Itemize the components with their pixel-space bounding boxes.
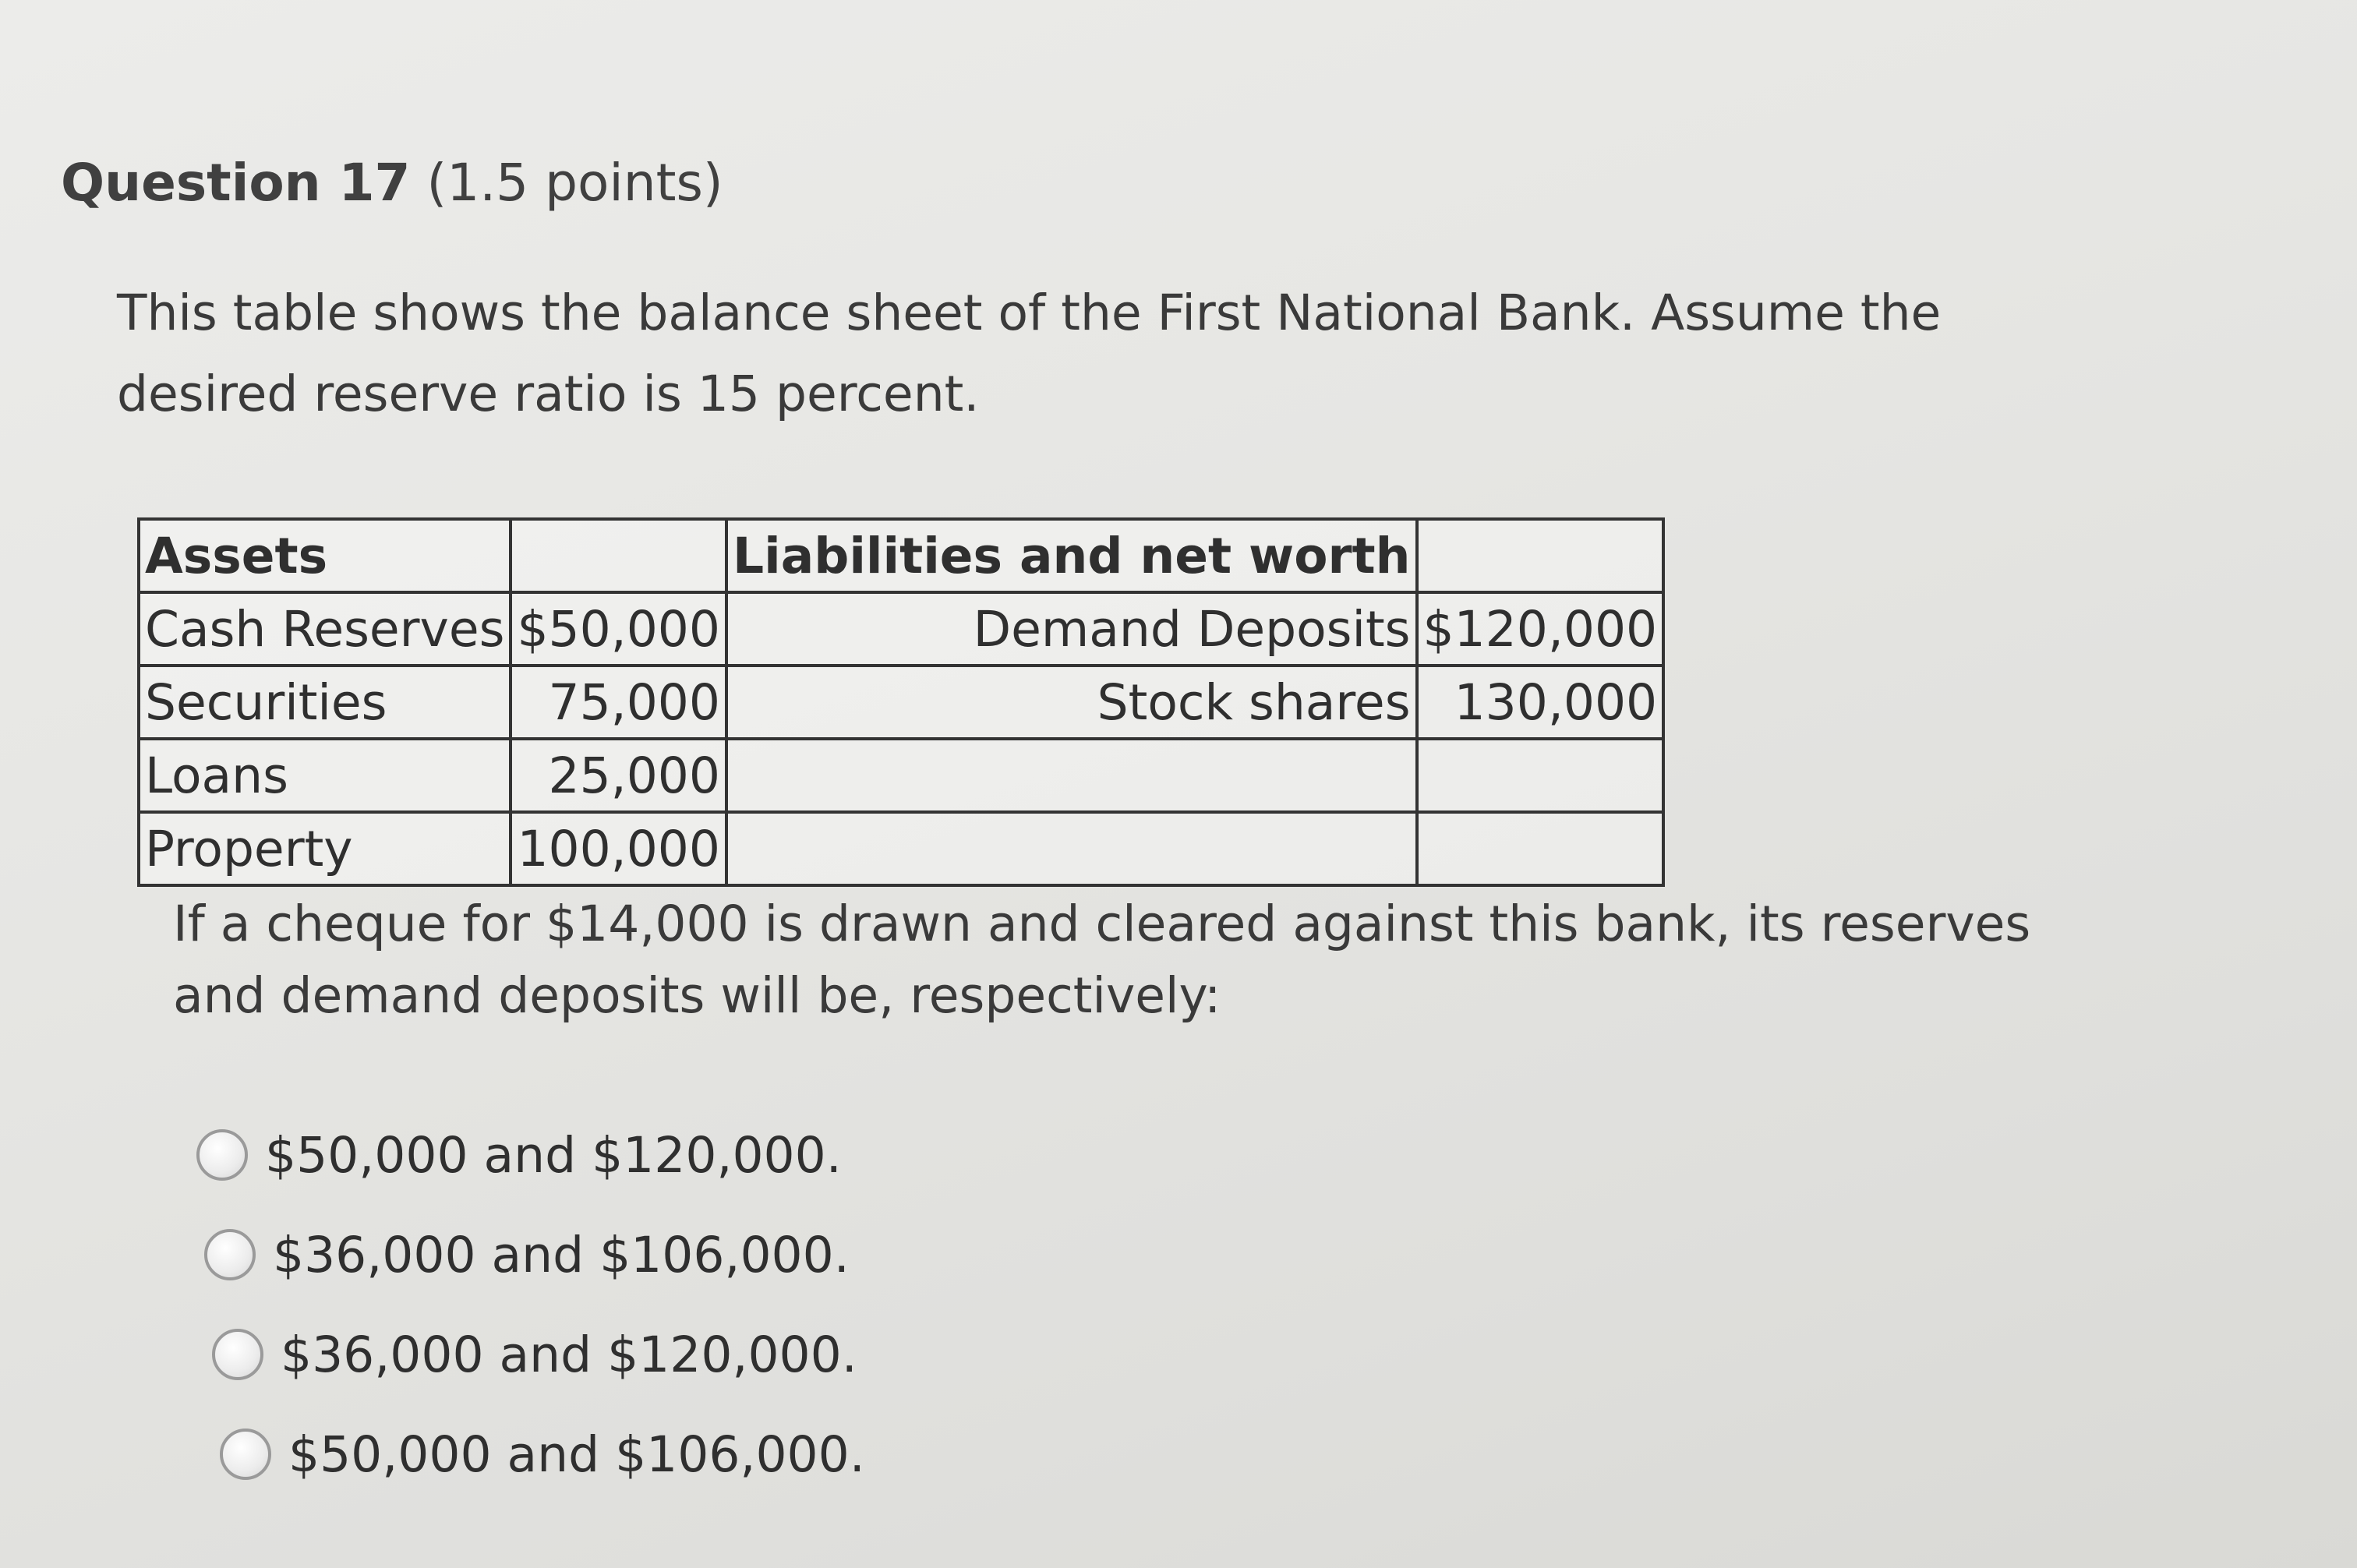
table-cell	[1417, 519, 1664, 592]
question-points: (1.5 points)	[426, 153, 723, 213]
question-title: Question 17	[61, 153, 411, 213]
option-label: $50,000 and $106,000.	[288, 1425, 865, 1483]
table-row	[139, 739, 1663, 812]
radio-button[interactable]	[220, 1429, 271, 1480]
option-label: $50,000 and $120,000.	[265, 1126, 842, 1184]
liability-value: $120,000	[1417, 592, 1664, 666]
table-row	[139, 666, 1663, 739]
liabilities-header: Liabilities and net worth	[726, 519, 1417, 592]
option-label: $36,000 and $120,000.	[281, 1326, 857, 1383]
asset-value: 100,000	[511, 812, 726, 885]
liability-value	[1417, 739, 1664, 812]
radio-button[interactable]	[212, 1329, 263, 1380]
asset-value: 25,000	[511, 739, 726, 812]
radio-button[interactable]	[204, 1229, 256, 1280]
balance-sheet-table	[137, 517, 1665, 887]
table-row	[139, 812, 1663, 885]
assets-header: Assets	[139, 519, 511, 592]
answer-options	[196, 1105, 865, 1504]
question-header	[61, 153, 723, 213]
asset-label: Loans	[139, 739, 511, 812]
liability-label	[726, 739, 1417, 812]
asset-label: Cash Reserves	[139, 592, 511, 666]
liability-value: 130,000	[1417, 666, 1664, 739]
question-intro: This table shows the balance sheet of the First National Bank. Assume the desired reserve ratio is 15 percent.	[117, 284, 1942, 422]
liability-label: Demand Deposits	[726, 592, 1417, 666]
radio-button[interactable]	[196, 1129, 248, 1181]
table-row	[139, 592, 1663, 666]
asset-value: $50,000	[511, 592, 726, 666]
liability-label: Stock shares	[726, 666, 1417, 739]
answer-option-1[interactable]	[196, 1105, 865, 1205]
asset-label: Securities	[139, 666, 511, 739]
answer-option-4[interactable]	[220, 1404, 865, 1504]
option-label: $36,000 and $106,000.	[273, 1226, 850, 1284]
question-prompt: If a cheque for $14,000 is drawn and cleared against this bank, its reserves and demand deposits will be, respectively:	[173, 895, 2031, 1024]
asset-label: Property	[139, 812, 511, 885]
asset-value: 75,000	[511, 666, 726, 739]
table-cell	[511, 519, 726, 592]
table-header-row	[139, 519, 1663, 592]
answer-option-2[interactable]	[204, 1205, 865, 1305]
answer-option-3[interactable]	[212, 1305, 865, 1404]
liability-value	[1417, 812, 1664, 885]
liability-label	[726, 812, 1417, 885]
